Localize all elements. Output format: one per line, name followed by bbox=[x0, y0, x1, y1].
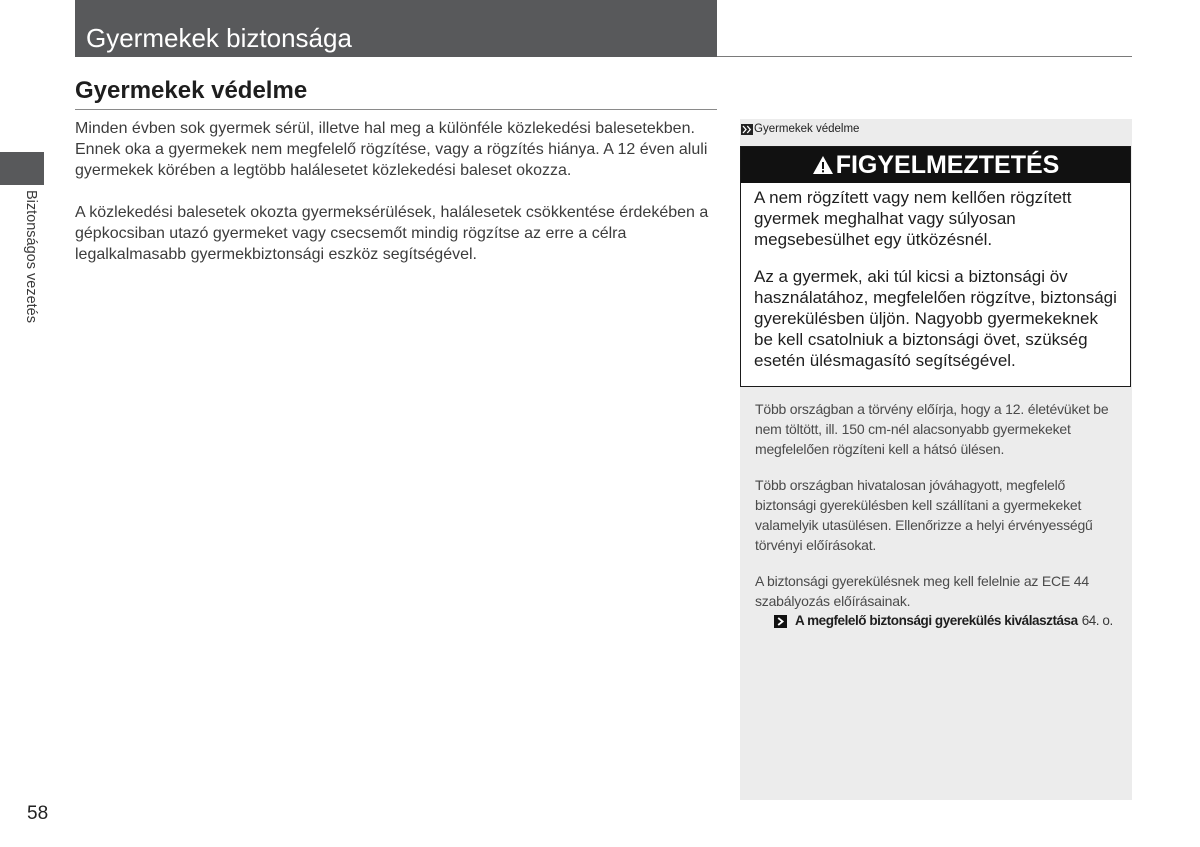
note-paragraph bbox=[755, 399, 1125, 459]
cross-reference-page[interactable]: 64. o. bbox=[1081, 613, 1113, 628]
arrow-right-icon bbox=[774, 615, 787, 628]
text-line: A közlekedési balesetek okozta gyermeksérülések, halálesetek csökkentése érdekében a bbox=[75, 204, 709, 221]
text-line: gyermek meghalhat vagy súlyosan bbox=[754, 209, 1016, 228]
section-body bbox=[75, 118, 725, 286]
warning-title: FIGYELMEZTETÉS bbox=[835, 151, 1060, 179]
body-paragraph bbox=[75, 202, 725, 265]
text-line: megsebesülhet egy ütközésnél. bbox=[754, 230, 993, 249]
text-line: esetén ülésmagasító segítségével. bbox=[754, 351, 1016, 370]
note-paragraph bbox=[755, 571, 1125, 611]
double-chevron-icon bbox=[741, 124, 753, 135]
text-line: Több országban a törvény előírja, hogy a 12. életévüket be bbox=[755, 401, 1109, 417]
warning-paragraph bbox=[754, 266, 1120, 371]
cross-reference-link[interactable] bbox=[755, 611, 1125, 631]
warning-body bbox=[741, 183, 1130, 371]
text-line: Több országban hivatalosan jóváhagyott, megfelelő bbox=[755, 477, 1066, 493]
warning-triangle-icon bbox=[812, 155, 834, 175]
warning-box bbox=[740, 146, 1131, 387]
side-notes bbox=[755, 399, 1125, 631]
text-line: gyermekek körében a legtöbb halálesetet közlekedési baleset okozza. bbox=[75, 162, 572, 179]
warning-paragraph bbox=[754, 187, 1120, 250]
text-line: gyerekülésben üljön. Nagyobb gyermekeknek bbox=[754, 309, 1098, 328]
chapter-header bbox=[75, 0, 717, 57]
warning-header bbox=[741, 147, 1130, 183]
text-line: valamelyik utasülésen. Ellenőrizze a helyi érvényességű bbox=[755, 517, 1093, 533]
text-line: A nem rögzített vagy nem kellően rögzített bbox=[754, 188, 1072, 207]
text-line: Ennek oka a gyermekek nem megfelelő rögzítése, vagy a rögzítés hiánya. A 12 éven aluli bbox=[75, 141, 708, 158]
panel-reference-label bbox=[741, 122, 859, 137]
side-tab-label: Biztonságos vezetés bbox=[23, 190, 39, 323]
text-line: gépkocsiban utazó gyermeket vagy csecsemőt mindig rögzítse az erre a célra bbox=[75, 225, 627, 242]
text-line: A biztonsági gyerekülésnek meg kell felelnie az ECE 44 bbox=[755, 573, 1089, 589]
text-line: be kell csatolniuk a biztonsági övet, szükség bbox=[754, 330, 1088, 349]
page-number: 58 bbox=[27, 803, 49, 824]
text-line: Az a gyermek, aki túl kicsi a biztonsági öv bbox=[754, 267, 1068, 286]
chapter-title: Gyermekek biztonsága bbox=[86, 23, 352, 53]
header-rule bbox=[717, 56, 1132, 57]
text-line: legalkalmasabb gyermekbiztonsági eszköz segítségével. bbox=[75, 246, 477, 263]
text-line: Minden évben sok gyermek sérül, illetve hal meg a különféle közlekedési balesetekben. bbox=[75, 120, 695, 137]
text-line: törvényi előírásokat. bbox=[755, 537, 877, 553]
section-heading: Gyermekek védelme bbox=[75, 77, 308, 104]
section-rule bbox=[75, 109, 717, 110]
text-line: használatához, megfelelően rögzítve, biztonsági bbox=[754, 288, 1117, 307]
text-line: megfelelően rögzíteni kell a hátsó ülésen. bbox=[755, 441, 1005, 457]
text-line: szabályozás előírásainak. bbox=[755, 593, 911, 609]
cross-reference-text[interactable]: A megfelelő biztonsági gyerekülés kiválasztása bbox=[795, 613, 1078, 628]
note-paragraph bbox=[755, 475, 1125, 555]
text-line: nem töltött, ill. 150 cm-nél alacsonyabb gyermekeket bbox=[755, 421, 1071, 437]
text-line: biztonsági gyerekülésben kell szállítani a gyermekeket bbox=[755, 497, 1082, 513]
side-tab-marker bbox=[0, 152, 44, 185]
panel-reference-text: Gyermekek védelme bbox=[754, 123, 860, 135]
body-paragraph bbox=[75, 118, 725, 181]
